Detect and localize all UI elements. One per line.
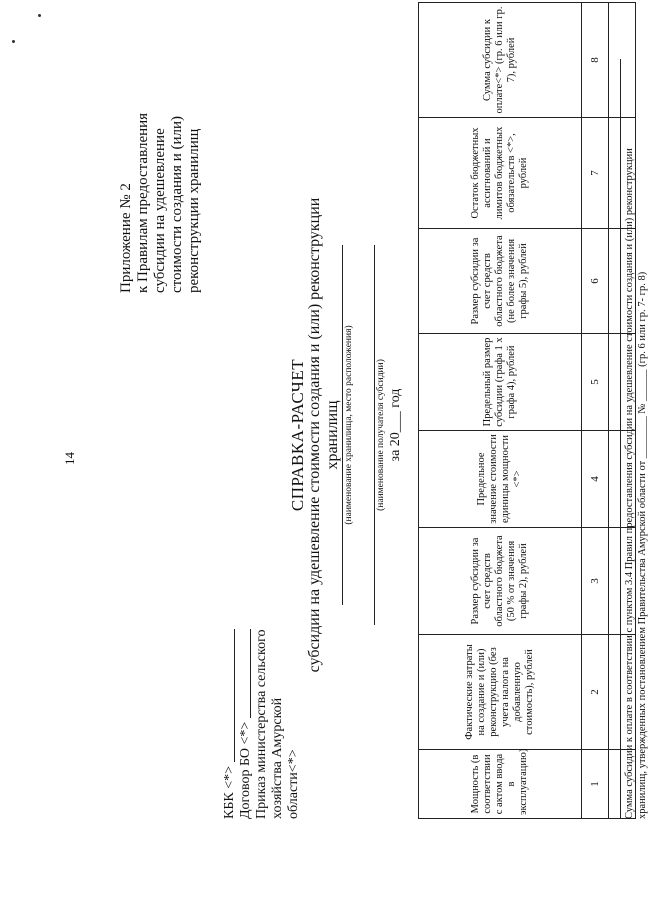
col-number: 3 [582, 528, 609, 635]
col-number: 5 [582, 334, 609, 431]
col-number: 8 [582, 3, 609, 118]
footer-note [620, 59, 649, 819]
footer-line: хранилищ, утвержденных постановлением Правительства Амурской области от ________ № ______ (гр. 6 или гр. 7- гр. 8) [637, 271, 648, 819]
col-header-actual-costs: Фактические затраты на создание и (или) реконструкцию (без учета налога на добавленную стоимость), рублей [419, 635, 582, 750]
recipient-fill-line [374, 245, 375, 625]
contract-fill-line [250, 629, 251, 718]
col-header-max-subsidy: Предельный размер субсидии (графа 1 х графа 4), рублей [419, 334, 582, 431]
table-number-row [582, 3, 609, 819]
col-header-payment-sum: Сумма субсидии к оплате<*> (гр. 6 или гр. 7), рублей [419, 3, 582, 118]
header-requisites [222, 629, 302, 819]
col-number: 7 [582, 118, 609, 229]
col-number: 2 [582, 635, 609, 750]
kbk-label: КБК <*> [222, 765, 237, 819]
col-header-budget-balance: Остаток бюджетных ассигнований и лимитов бюджетных обязательств <*>, рублей [419, 118, 582, 229]
calculation-table [418, 2, 636, 819]
appendix-note [118, 73, 203, 293]
col-number: 1 [582, 750, 609, 819]
document-title: СПРАВКА-РАСЧЕТ [288, 358, 307, 512]
col-header-capacity: Мощность (в соответствии с актом ввода в эксплуатацию) [419, 750, 582, 819]
col-number: 4 [582, 431, 609, 528]
page-number: 14 [62, 452, 77, 465]
appendix-line: к Правилам предоставления [135, 112, 151, 293]
appendix-line: реконструкции хранилищ [186, 128, 202, 293]
appendix-line: субсидии на удешевление [152, 128, 168, 293]
appendix-line: Приложение № 2 [118, 183, 134, 293]
document-subtitle: субсидии на удешевление стоимости создания и (или) реконструкции хранилищ [306, 197, 341, 673]
scan-mark [38, 14, 41, 17]
col-header-unit-cost-limit: Предельное значение стоимости единицы мощности <*> [419, 431, 582, 528]
recipient-caption: (наименование получателя субсидии) [376, 359, 386, 511]
storage-caption: (наименование хранилища, место расположения) [344, 325, 354, 525]
order-label-line1: Приказ министерства сельского [254, 629, 269, 819]
table-header-row [419, 3, 582, 819]
appendix-line: стоимости создания и (или) [169, 115, 185, 293]
report-period: за 20___ год [388, 388, 403, 462]
kbk-fill-line [234, 629, 235, 762]
col-number: 6 [582, 229, 609, 334]
order-label-line2: хозяйства Амурской области<*> [270, 697, 301, 819]
scan-mark [12, 40, 15, 43]
storage-fill-line [342, 245, 343, 605]
contract-label: Договор БО <*> [238, 721, 253, 819]
footer-line: Сумма субсидии к оплате в соответствии с пунктом 3.4 Правил предоставления субсидии на удешевление стоимости создания и (или) реконструкции [624, 148, 635, 819]
col-header-subsidy-size: Размер субсидии за счет средств областного бюджета (не более значения графы 5), рублей [419, 229, 582, 334]
col-header-subsidy-50: Размер субсидии за счет средств областного бюджета (50 % от значения графы 2), рублей [419, 528, 582, 635]
